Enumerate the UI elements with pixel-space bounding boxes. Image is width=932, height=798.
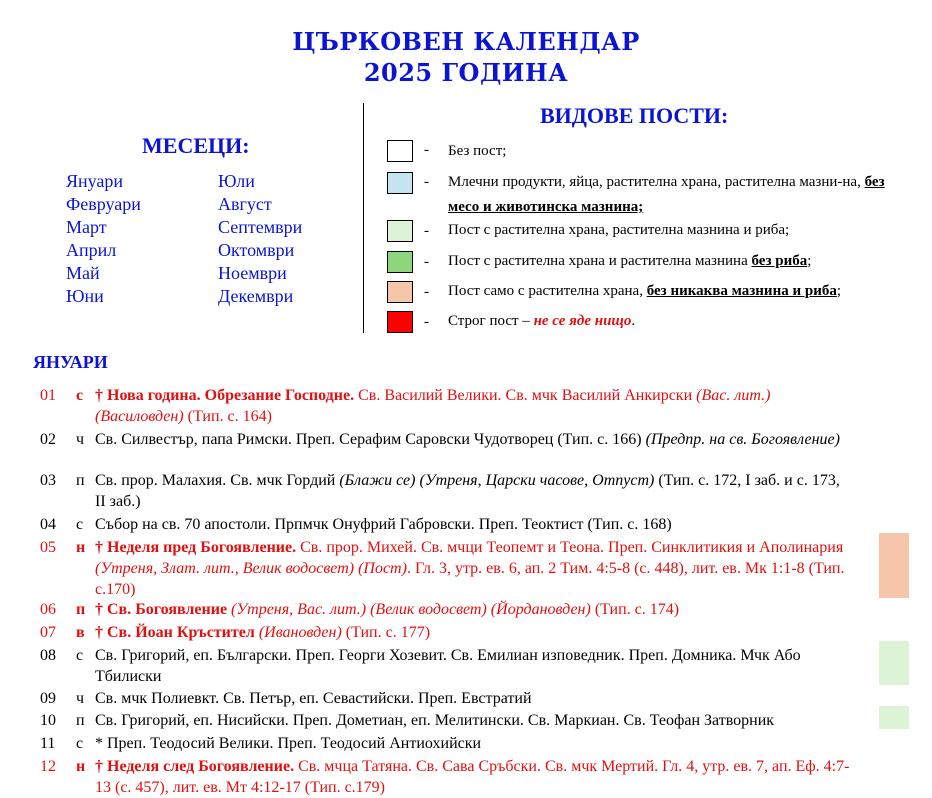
fast-text-emphasis: без месо и животинска мазнина;: [448, 174, 885, 215]
fast-text-emphasis: без риба: [751, 253, 808, 269]
entry-day: 01: [40, 387, 56, 404]
entry-text-part: (Тип. с. 164): [187, 408, 272, 425]
fast-color-swatch: [387, 311, 413, 333]
entry-weekday: с: [76, 516, 84, 533]
fast-text-emphasis: не се яде нищо: [533, 313, 632, 329]
entry-text: [95, 429, 851, 450]
entry-text-part: (Утреня, Злат. лит., Велик водосвет) (Пост): [95, 560, 407, 577]
entry-text-part: (Тип. с. 172, I заб. и с. 173, II заб.): [95, 472, 840, 510]
entry-text: [95, 622, 851, 643]
fast-description: [448, 249, 898, 274]
entry-text-part: Събор на св. 70 апостоли. Прпмчк Онуфрий Габровски. Преп. Теоктист (Тип. с. 168): [95, 516, 672, 533]
entry-text-part: Св. Силвестър, папа Римски. Преп. Серафим Саровски Чудотворец (Тип. с. 166): [95, 431, 646, 448]
month-link[interactable]: Януари: [66, 171, 124, 191]
months-heading: МЕСЕЦИ:: [142, 133, 250, 158]
dash: -: [424, 142, 429, 158]
fast-marker: [879, 706, 909, 729]
entry-text-part: † Нова година. Обрезание Господне.: [95, 387, 359, 404]
months-column-1: [66, 170, 141, 308]
entry-text-part: (Вас. лит.) (Василовден): [95, 387, 771, 425]
fast-text: Строг пост –: [448, 313, 534, 329]
fast-text: Пост с растителна храна и растителна мазнина: [448, 253, 752, 269]
entry-text: [95, 514, 851, 535]
entry-weekday: ч: [76, 690, 85, 707]
fast-text: Млечни продукти, яйца, растителна храна, растителна мазни-на,: [448, 174, 865, 190]
entry-day: 08: [40, 647, 56, 664]
fast-text: Пост само с растителна храна,: [448, 283, 647, 299]
month-link[interactable]: Февруари: [66, 194, 141, 214]
entry-weekday: ч: [76, 431, 85, 448]
entry-text-part: Св. прор. Малахия. Св. мчк Гордий: [95, 472, 340, 489]
dash: -: [424, 174, 429, 190]
title-line-2: 2025 ГОДИНА: [363, 58, 569, 87]
entry-text-part: (Тип. с. 177): [345, 624, 431, 641]
entry-text-part: Св. Григорий, еп. Нисийски. Преп. Дометиан, еп. Мелитински. Св. Маркиан. Св. Теофан Затворник: [95, 712, 775, 729]
entry-text-part: (Утреня, Вас. лит.) (Велик водосвет) (Йордановден): [231, 601, 595, 618]
entry-day: 02: [40, 431, 56, 448]
entry-weekday: п: [76, 601, 86, 618]
fast-text: Пост с растителна храна, растителна мазнина и риба;: [448, 222, 790, 238]
entry-text-part: Св. Василий Велики. Св. мчк Василий Анкирски: [358, 387, 697, 404]
dash: -: [424, 254, 429, 270]
entry-text-part: † Св. Богоявление: [95, 601, 232, 618]
entry-day: 04: [40, 516, 56, 533]
fast-text-end: ;: [836, 283, 842, 299]
entry-text-part: Св. мчца Татяна. Св. Сава Сръбски. Св. мчк Мертий. Гл. 4, утр. ев. 7, ап. Еф. 4:7-13 (с. 457), лит. ев. Мт 4:12-17 (Тип. с.179): [95, 758, 850, 796]
month-link[interactable]: Май: [66, 263, 100, 283]
entry-day: 05: [40, 539, 56, 556]
entry-text-part: (Блажи се) (Утреня, Царски часове, Отпуст): [339, 472, 659, 489]
entry-text-part: (Предпр. на св. Богоявление): [645, 431, 840, 448]
fast-description: [448, 309, 898, 334]
entry-weekday: п: [76, 472, 85, 489]
fast-description: [448, 279, 898, 304]
entry-text-part: Св. мчк Полиевкт. Св. Петър, еп. Севастийски. Преп. Евстратий: [95, 690, 532, 707]
entry-weekday: в: [76, 624, 85, 641]
entry-text-part: (Тип. с. 174): [594, 601, 680, 618]
month-link[interactable]: Декември: [218, 286, 294, 306]
month-section-heading: ЯНУАРИ: [33, 352, 108, 372]
fast-text-end: .: [631, 313, 636, 329]
entry-text: [95, 733, 851, 754]
entry-text-part: . Гл. 3, утр. ев. 6, ап. 2 Тим. 4:5-8 (с. 448), лит. ев. Мк 1:1-8 (Тип. с.170): [95, 560, 845, 598]
entry-text-part: * Преп. Теодосий Велики. Преп. Теодосий Антиохийски: [95, 735, 482, 752]
fast-description: [448, 218, 898, 243]
entry-day: 07: [40, 624, 56, 641]
entry-day: 11: [40, 735, 56, 752]
month-link[interactable]: Август: [218, 194, 272, 214]
fasts-heading: ВИДОВЕ ПОСТИ:: [540, 103, 729, 128]
fast-text: Без пост;: [448, 143, 507, 159]
entry-text: [95, 537, 851, 600]
entry-weekday: с: [76, 387, 84, 404]
entry-text: [95, 688, 851, 709]
months-column-2: [218, 170, 302, 308]
fast-marker: [879, 641, 909, 685]
fast-color-swatch: [387, 140, 413, 162]
month-link[interactable]: Септември: [218, 217, 303, 237]
entry-text: [95, 470, 851, 512]
fast-color-swatch: [387, 220, 413, 242]
dash: -: [424, 223, 429, 239]
fast-color-swatch: [387, 251, 413, 273]
entry-day: 06: [40, 601, 56, 618]
fast-text-end: ;: [807, 253, 812, 269]
entry-text-part: † Св. Йоан Кръстител: [95, 624, 259, 641]
month-link[interactable]: Април: [66, 240, 117, 260]
fast-description: [448, 139, 898, 164]
entry-text: [95, 385, 851, 427]
dash: -: [424, 284, 429, 300]
fast-text-emphasis: без никаква мазнина и риба: [646, 283, 837, 299]
entry-day: 12: [40, 758, 56, 775]
month-link[interactable]: Юни: [66, 286, 104, 306]
entry-weekday: с: [76, 647, 84, 664]
entry-weekday: н: [76, 758, 86, 775]
entry-weekday: с: [76, 735, 84, 752]
vertical-divider: [363, 103, 364, 333]
entry-day: 09: [40, 690, 56, 707]
month-link[interactable]: Март: [66, 217, 107, 237]
month-link[interactable]: Ноември: [218, 263, 287, 283]
entry-text: [95, 645, 851, 687]
title-line-1: ЦЪРКОВЕН КАЛЕНДАР: [292, 27, 640, 56]
dash: -: [424, 314, 429, 330]
entry-text-part: (Ивановден): [258, 624, 346, 641]
month-link[interactable]: Юли: [218, 171, 255, 191]
entry-text: [95, 710, 851, 731]
entry-text-part: † Неделя пред Богоявление.: [95, 539, 301, 556]
entry-text: [95, 599, 851, 620]
fast-description: [448, 170, 898, 220]
entry-weekday: п: [76, 712, 85, 729]
fast-marker: [879, 533, 909, 598]
entry-text-part: Св. Григорий, еп. Български. Преп. Георги Хозевит. Св. Емилиан изповедник. Преп. Домника. Мчк Або Тбилиски: [95, 647, 801, 685]
month-link[interactable]: Октомври: [218, 240, 295, 260]
entry-day: 10: [40, 712, 56, 729]
entry-weekday: н: [76, 539, 86, 556]
entry-text-part: † Неделя след Богоявление.: [95, 758, 299, 775]
entry-day: 03: [40, 472, 56, 489]
entry-text-part: Св. прор. Михей. Св. мчци Теопемт и Теона. Преп. Синклитикия и Аполинария: [300, 539, 844, 556]
fast-color-swatch: [387, 281, 413, 303]
fast-color-swatch: [387, 172, 413, 194]
entry-text: [95, 756, 851, 798]
